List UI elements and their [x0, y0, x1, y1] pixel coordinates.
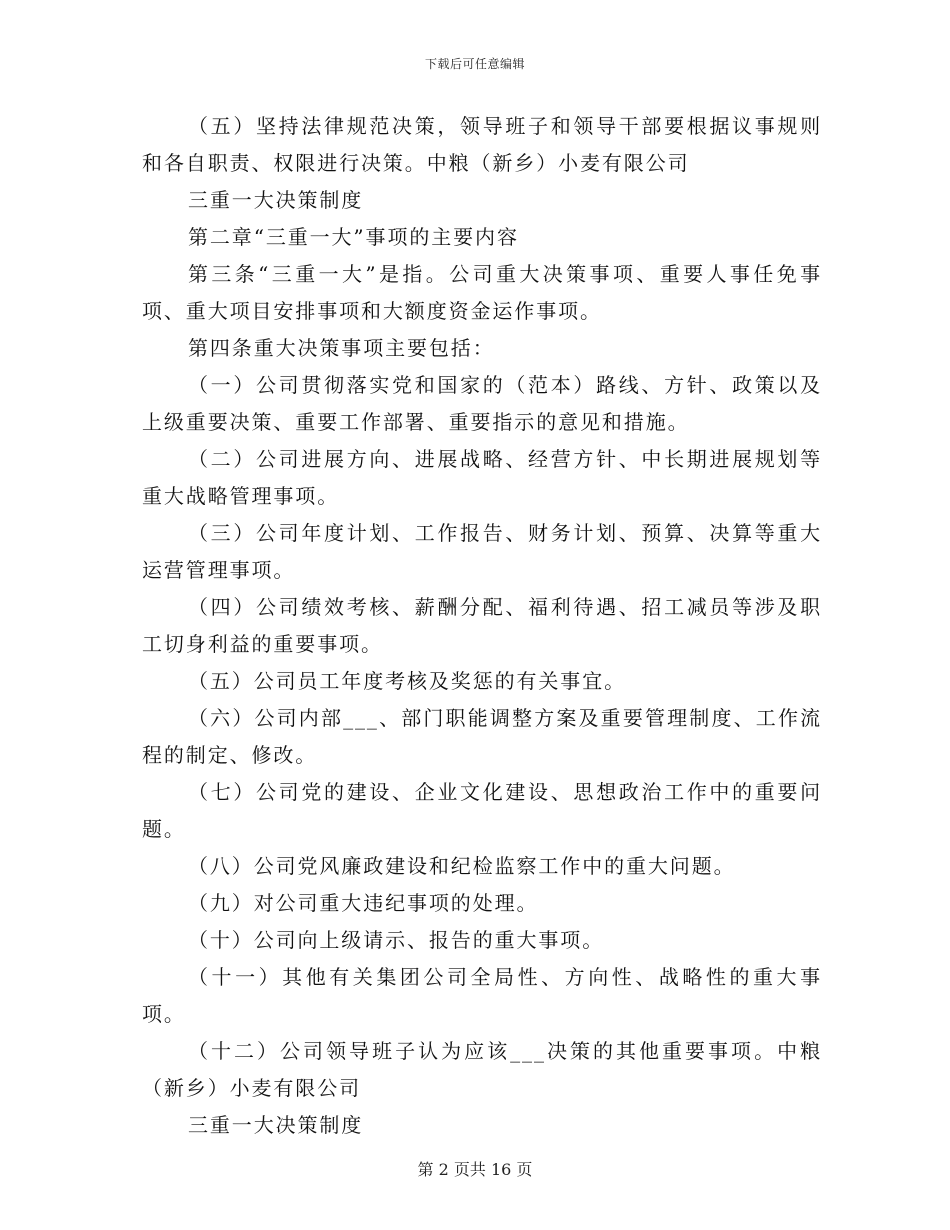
document-body [142, 108, 822, 1144]
list-item: （六）公司内部___、部门职能调整方案及重要管理制度、工作流程的制定、修改。 [142, 706, 822, 767]
paragraph: 三重一大决策制度 [188, 188, 364, 212]
chapter-heading: 第二章“三重一大”事项的主要内容 [188, 225, 519, 249]
list-item: （四）公司绩效考核、薪酬分配、福利待遇、招工减员等涉及职工切身利益的重要事项。 [142, 595, 822, 656]
paragraph: 第四条重大决策事项主要包括： [188, 336, 495, 360]
list-item: （十二）公司领导班子认为应该___决策的其他重要事项。中粮（新乡）小麦有限公司 [142, 1039, 822, 1100]
list-item: （五）公司员工年度考核及奖惩的有关事宜。 [188, 669, 626, 693]
list-item: （二）公司进展方向、进展战略、经营方针、中长期进展规划等重大战略管理事项。 [142, 447, 822, 508]
paragraph: 三重一大决策制度 [188, 1113, 364, 1137]
page-header: 下载后可任意编辑 [424, 57, 525, 71]
list-item: （八）公司党风廉政建设和纪检监察工作中的重大问题。 [188, 854, 736, 878]
list-item: （九）对公司重大违纪事项的处理。 [188, 891, 539, 915]
list-item: （七）公司党的建设、企业文化建设、思想政治工作中的重要问题。 [142, 780, 822, 841]
list-item: （十）公司向上级请示、报告的重大事项。 [188, 928, 605, 952]
list-item: （一）公司贯彻落实党和国家的（范本）路线、方针、政策以及上级重要决策、重要工作部署、重要指示的意见和措施。 [142, 373, 822, 434]
paragraph: 第三条“三重一大”是指。公司重大决策事项、重要人事任免事项、重大项目安排事项和大额度资金运作事项。 [142, 262, 822, 323]
list-item: （十一）其他有关集团公司全局性、方向性、战略性的重大事项。 [142, 965, 822, 1026]
list-item: （三）公司年度计划、工作报告、财务计划、预算、决算等重大运营管理事项。 [142, 521, 822, 582]
page-footer: 第 2 页共 16 页 [417, 1160, 533, 1179]
paragraph: （五）坚持法律规范决策，领导班子和领导干部要根据议事规则和各自职责、权限进行决策。中粮（新乡）小麦有限公司 [142, 114, 822, 175]
